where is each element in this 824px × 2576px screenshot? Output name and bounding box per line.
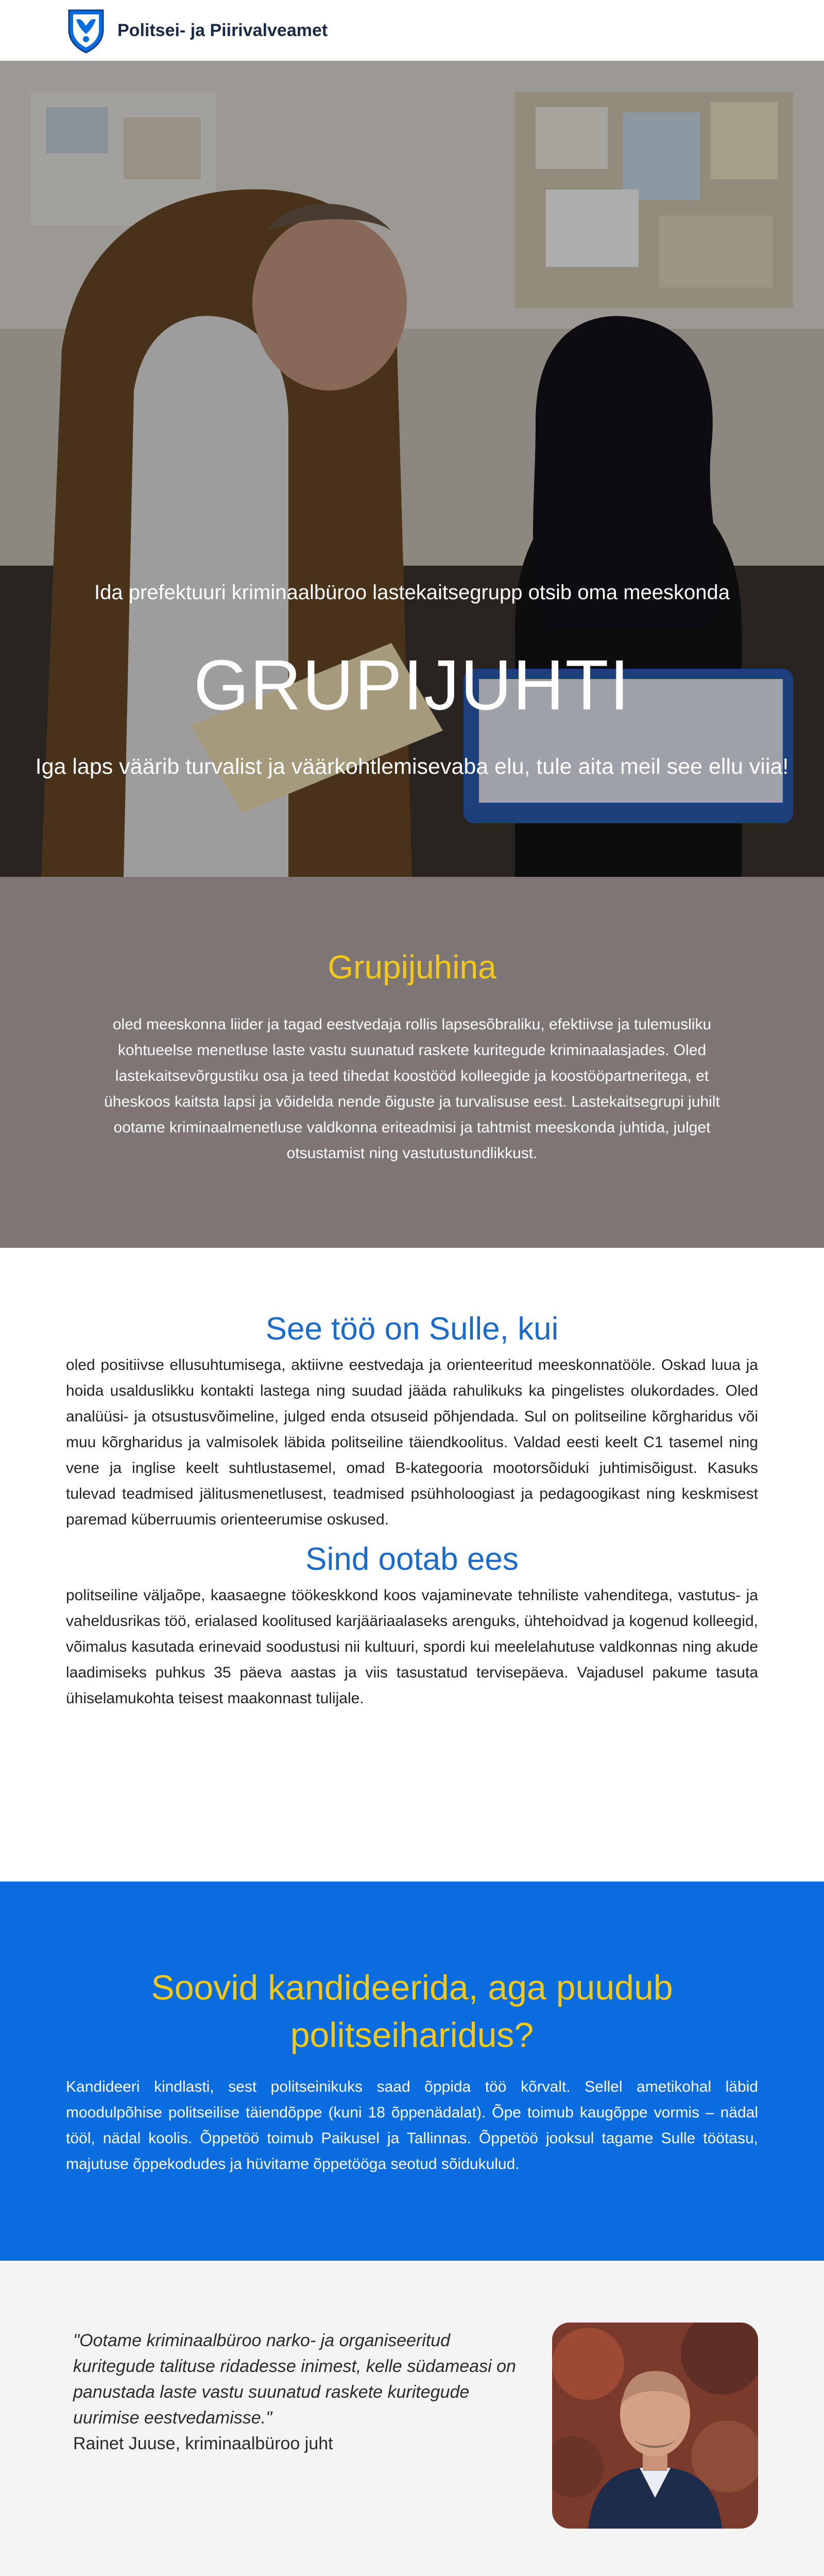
hero-title: GRUPIJUHTI bbox=[194, 646, 630, 725]
hero-text bbox=[0, 581, 824, 779]
role-text: oled meeskonna liider ja tagad eestvedaja rollis lapsesõbraliku, efektiivse ja tulemusliku kohtueelse menetluse laste vastu suunatud raskete kuritegude kriminaalasjades. Oled lastekaitsevõrgustiku osa ja teed tihedat koostööd kolleegide ja koostööpartneritega, et üheskoos kaitsta lapsi ja võidelda nende õiguste ja turvalisuse eest. Lastekaitsegrupi juhilt ootame kriminaalmenetluse valdkonna eriteadmisi ja tahtmist meeskonda juhtida, julget otsustamist ning vastutustundlikkust. bbox=[104, 1016, 720, 1162]
apply-text: Kandideeri kindlasti, sest politseinikuks saad õppida töö kõrvalt. Sellel ametikohal läbid moodulpõhise politseilise täiendõppe (kuni 18 õppenädalat). Õpe toimub kaugõppe vormis – nädal tööl, nädal koolis. Õppetöö toimub Paikusel ja Tallinnas. Õppetöö jooksul tagame Sulle töötasu, majutuse õppekodudes ja hüvitame õppetööga seotud sõidukulud. bbox=[66, 2078, 758, 2173]
site-header bbox=[0, 0, 824, 61]
apply-section bbox=[0, 1882, 824, 2261]
quote-text: "Ootame kriminaalbüroo narko- ja organiseeritud kuritegude talituse ridadesse inimest, kelle südameasi on panustada laste vastu suunatud raskete kuritegude uurimise eestvedamisse." bbox=[73, 2331, 516, 2428]
portrait-photo bbox=[552, 2323, 758, 2529]
quote-content bbox=[73, 2323, 521, 2576]
hero-eyebrow: Ida prefektuuri kriminaalbüroo lastekaitsegrupp otsib oma meeskonda bbox=[94, 581, 730, 604]
crest-icon bbox=[66, 7, 106, 54]
requirements-heading: See töö on Sulle, kui bbox=[265, 1311, 559, 1347]
role-section bbox=[0, 877, 824, 1248]
author-portrait bbox=[552, 2323, 758, 2529]
role-heading: Grupijuhina bbox=[328, 948, 496, 986]
hero-tagline: Iga laps väärib turvalist ja väärkohtlemisevaba elu, tule aita meil see ellu viia! bbox=[35, 754, 789, 779]
requirements-text: oled positiivse ellusuhtumisega, aktiivne eestvedaja ja orienteeritud meeskonnatööle. Oskad luua ja hoida usalduslikku kontakti lastega ning suudad jääda rahulikuks ka pingelistes olukordades. Oled analüüsi- ja otsustusvõimeline, julged enda otsuseid põhjendada. Sul on politseiline kõrgharidus või muu kõrgharidus ja valmisolek läbida politseiline täiendkoolitus. Valdad eesti keelt C1 tasemel ning vene ja inglise keelt suhtlustasemel, omad B-kategooria mootorsõiduki juhtimisõigust. Kasuks tulevad teadmised jälitusmenetlusest, teadmised psühholoogiast ja pedagoogikast ning keskmisest paremad küberruumis orienteerumise oskused. bbox=[66, 1357, 758, 1528]
apply-heading: Soovid kandideerida, aga puudub politseiharidus? bbox=[151, 1968, 673, 2055]
quote-author: Rainet Juuse, kriminaalbüroo juht bbox=[73, 2434, 333, 2453]
org-name: Politsei- ja Piirivalveamet bbox=[117, 20, 328, 40]
logo[interactable] bbox=[66, 7, 328, 54]
benefits-heading: Sind ootab ees bbox=[305, 1541, 519, 1577]
benefits-text: politseiline väljaõpe, kaasaegne töökeskkond koos vajaminevate tehniliste vahenditega, vastutus- ja vaheldusrikas töö, erialased koolitused karjääriaalaseks arenguks, ühtehoidvad ja kogenud kolleegid, võimalus kasutada erinevaid soodustusi nii kultuuri, spordi kui meelelahutuse valdkonnas ning akude laadimiseks puhkus 35 päeva aastas ja viis tasustatud tervisepäeva. Vajadusel pakume tasuta ühiselamukohta teisest maakonnast tulijale. bbox=[66, 1587, 758, 1707]
requirements-section bbox=[0, 1248, 824, 1882]
quote-section bbox=[0, 2261, 824, 2576]
hero-banner bbox=[0, 61, 824, 877]
